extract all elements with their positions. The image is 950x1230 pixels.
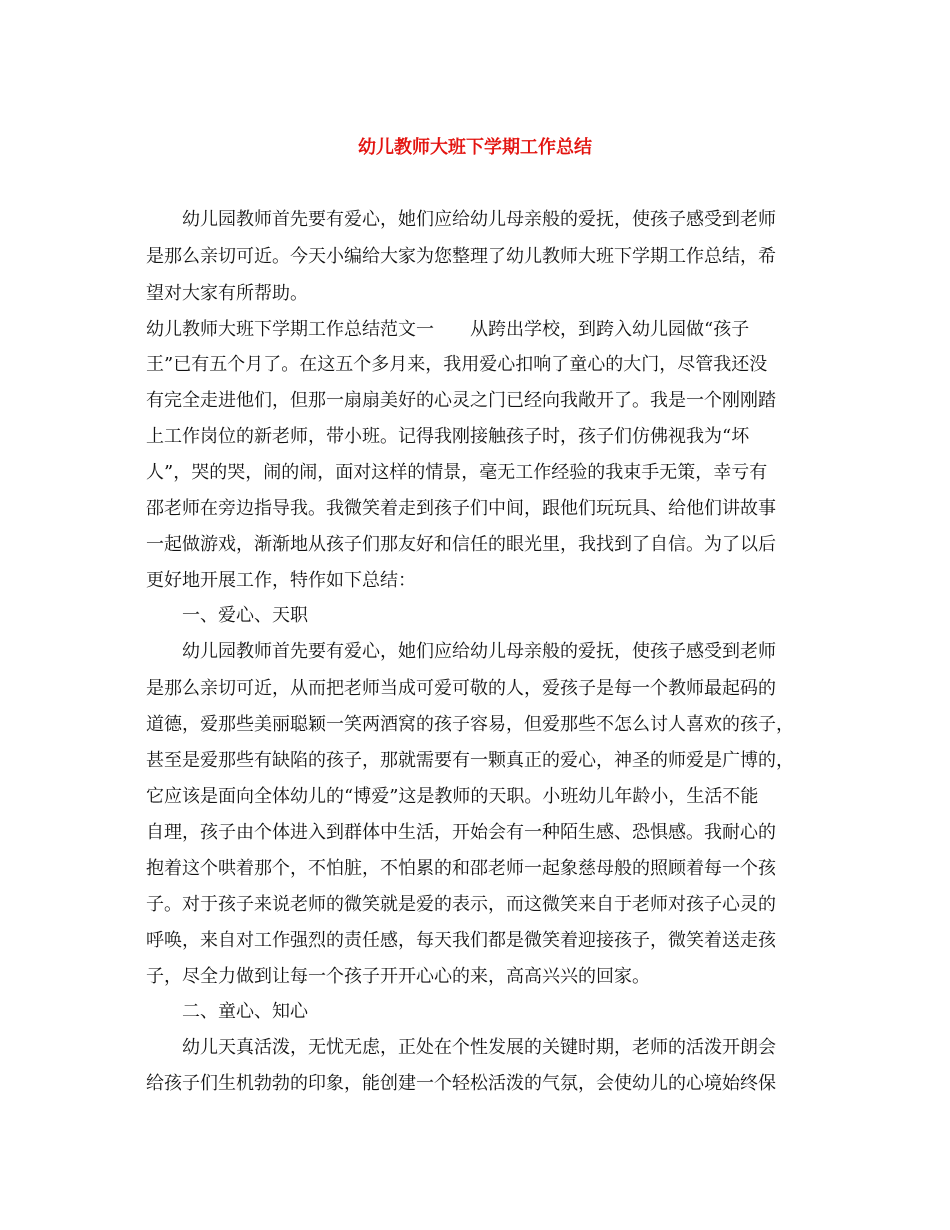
text-line: 子。对于孩子来说老师的微笑就是爱的表示，而这微笑来自于老师对孩子心灵的 (146, 894, 776, 915)
text-line: 上工作岗位的新老师，带小班。记得我刚接触孩子时，孩子们仿佛视我为“坏 (146, 426, 750, 447)
text-line: 道德，爱那些美丽聪颖一笑两酒窝的孩子容易，但爱那些不怎么讨人喜欢的孩子， (146, 714, 794, 735)
text-line: 给孩子们生机勃勃的印象，能创建一个轻松活泼的气氛，会使幼儿的心境始终保 (146, 1073, 776, 1094)
text-line: 甚至是爱那些有缺陷的孩子，那就需要有一颗真正的爱心，神圣的师爱是广博的， (146, 750, 794, 771)
text-line: 幼儿天真活泼，无忧无虑，正处在个性发展的关键时期，老师的活泼开朗会 (182, 1037, 776, 1058)
text-line: 子，尽全力做到让每一个孩子开开心心的来，高高兴兴的回家。 (146, 966, 650, 987)
text-line: 幼儿教师大班下学期工作总结范文一 从跨出学校，到跨入幼儿园做“孩子 (146, 319, 750, 340)
text-line: 幼儿园教师首先要有爱心，她们应给幼儿母亲般的爱抚，使孩子感受到老师 (182, 209, 776, 230)
text-line: 自理，孩子由个体进入到群体中生活，开始会有一种陌生感、恐惧感。我耐心的 (146, 822, 776, 843)
text-line: 望对大家有所帮助。 (146, 283, 308, 304)
text-line: 人”，哭的哭，闹的闹，面对这样的情景，毫无工作经验的我束手无策，幸亏有 (146, 462, 768, 483)
text-line: 一起做游戏，渐渐地从孩子们那友好和信任的眼光里，我找到了自信。为了以后 (146, 534, 776, 555)
text-line: 王”已有五个月了。在这五个多月来，我用爱心扣响了童心的大门，尽管我还没 (146, 354, 768, 375)
text-line: 抱着这个哄着那个，不怕脏，不怕累的和邵老师一起象慈母般的照顾着每一个孩 (146, 858, 776, 879)
text-line: 是那么亲切可近。今天小编给大家为您整理了幼儿教师大班下学期工作总结，希 (146, 246, 776, 267)
section-heading: 二、童心、知心 (182, 1001, 308, 1022)
section-heading: 一、爱心、天职 (182, 605, 308, 626)
document-title: 幼儿教师大班下学期工作总结 (358, 137, 592, 158)
text-line: 有完全走进他们，但那一扇扇美好的心灵之门已经向我敞开了。我是一个刚刚踏 (146, 390, 776, 411)
text-line: 呼唤，来自对工作强烈的责任感，每天我们都是微笑着迎接孩子，微笑着送走孩 (146, 930, 776, 951)
text-line: 幼儿园教师首先要有爱心，她们应给幼儿母亲般的爱抚，使孩子感受到老师 (182, 641, 776, 662)
text-line: 更好地开展工作，特作如下总结： (146, 570, 416, 591)
text-line: 是那么亲切可近，从而把老师当成可爱可敬的人，爱孩子是每一个教师最起码的 (146, 678, 776, 699)
text-line: 它应该是面向全体幼儿的“博爱”这是教师的天职。小班幼儿年龄小，生活不能 (146, 786, 759, 807)
text-line: 邵老师在旁边指导我。我微笑着走到孩子们中间，跟他们玩玩具、给他们讲故事 (146, 498, 776, 519)
